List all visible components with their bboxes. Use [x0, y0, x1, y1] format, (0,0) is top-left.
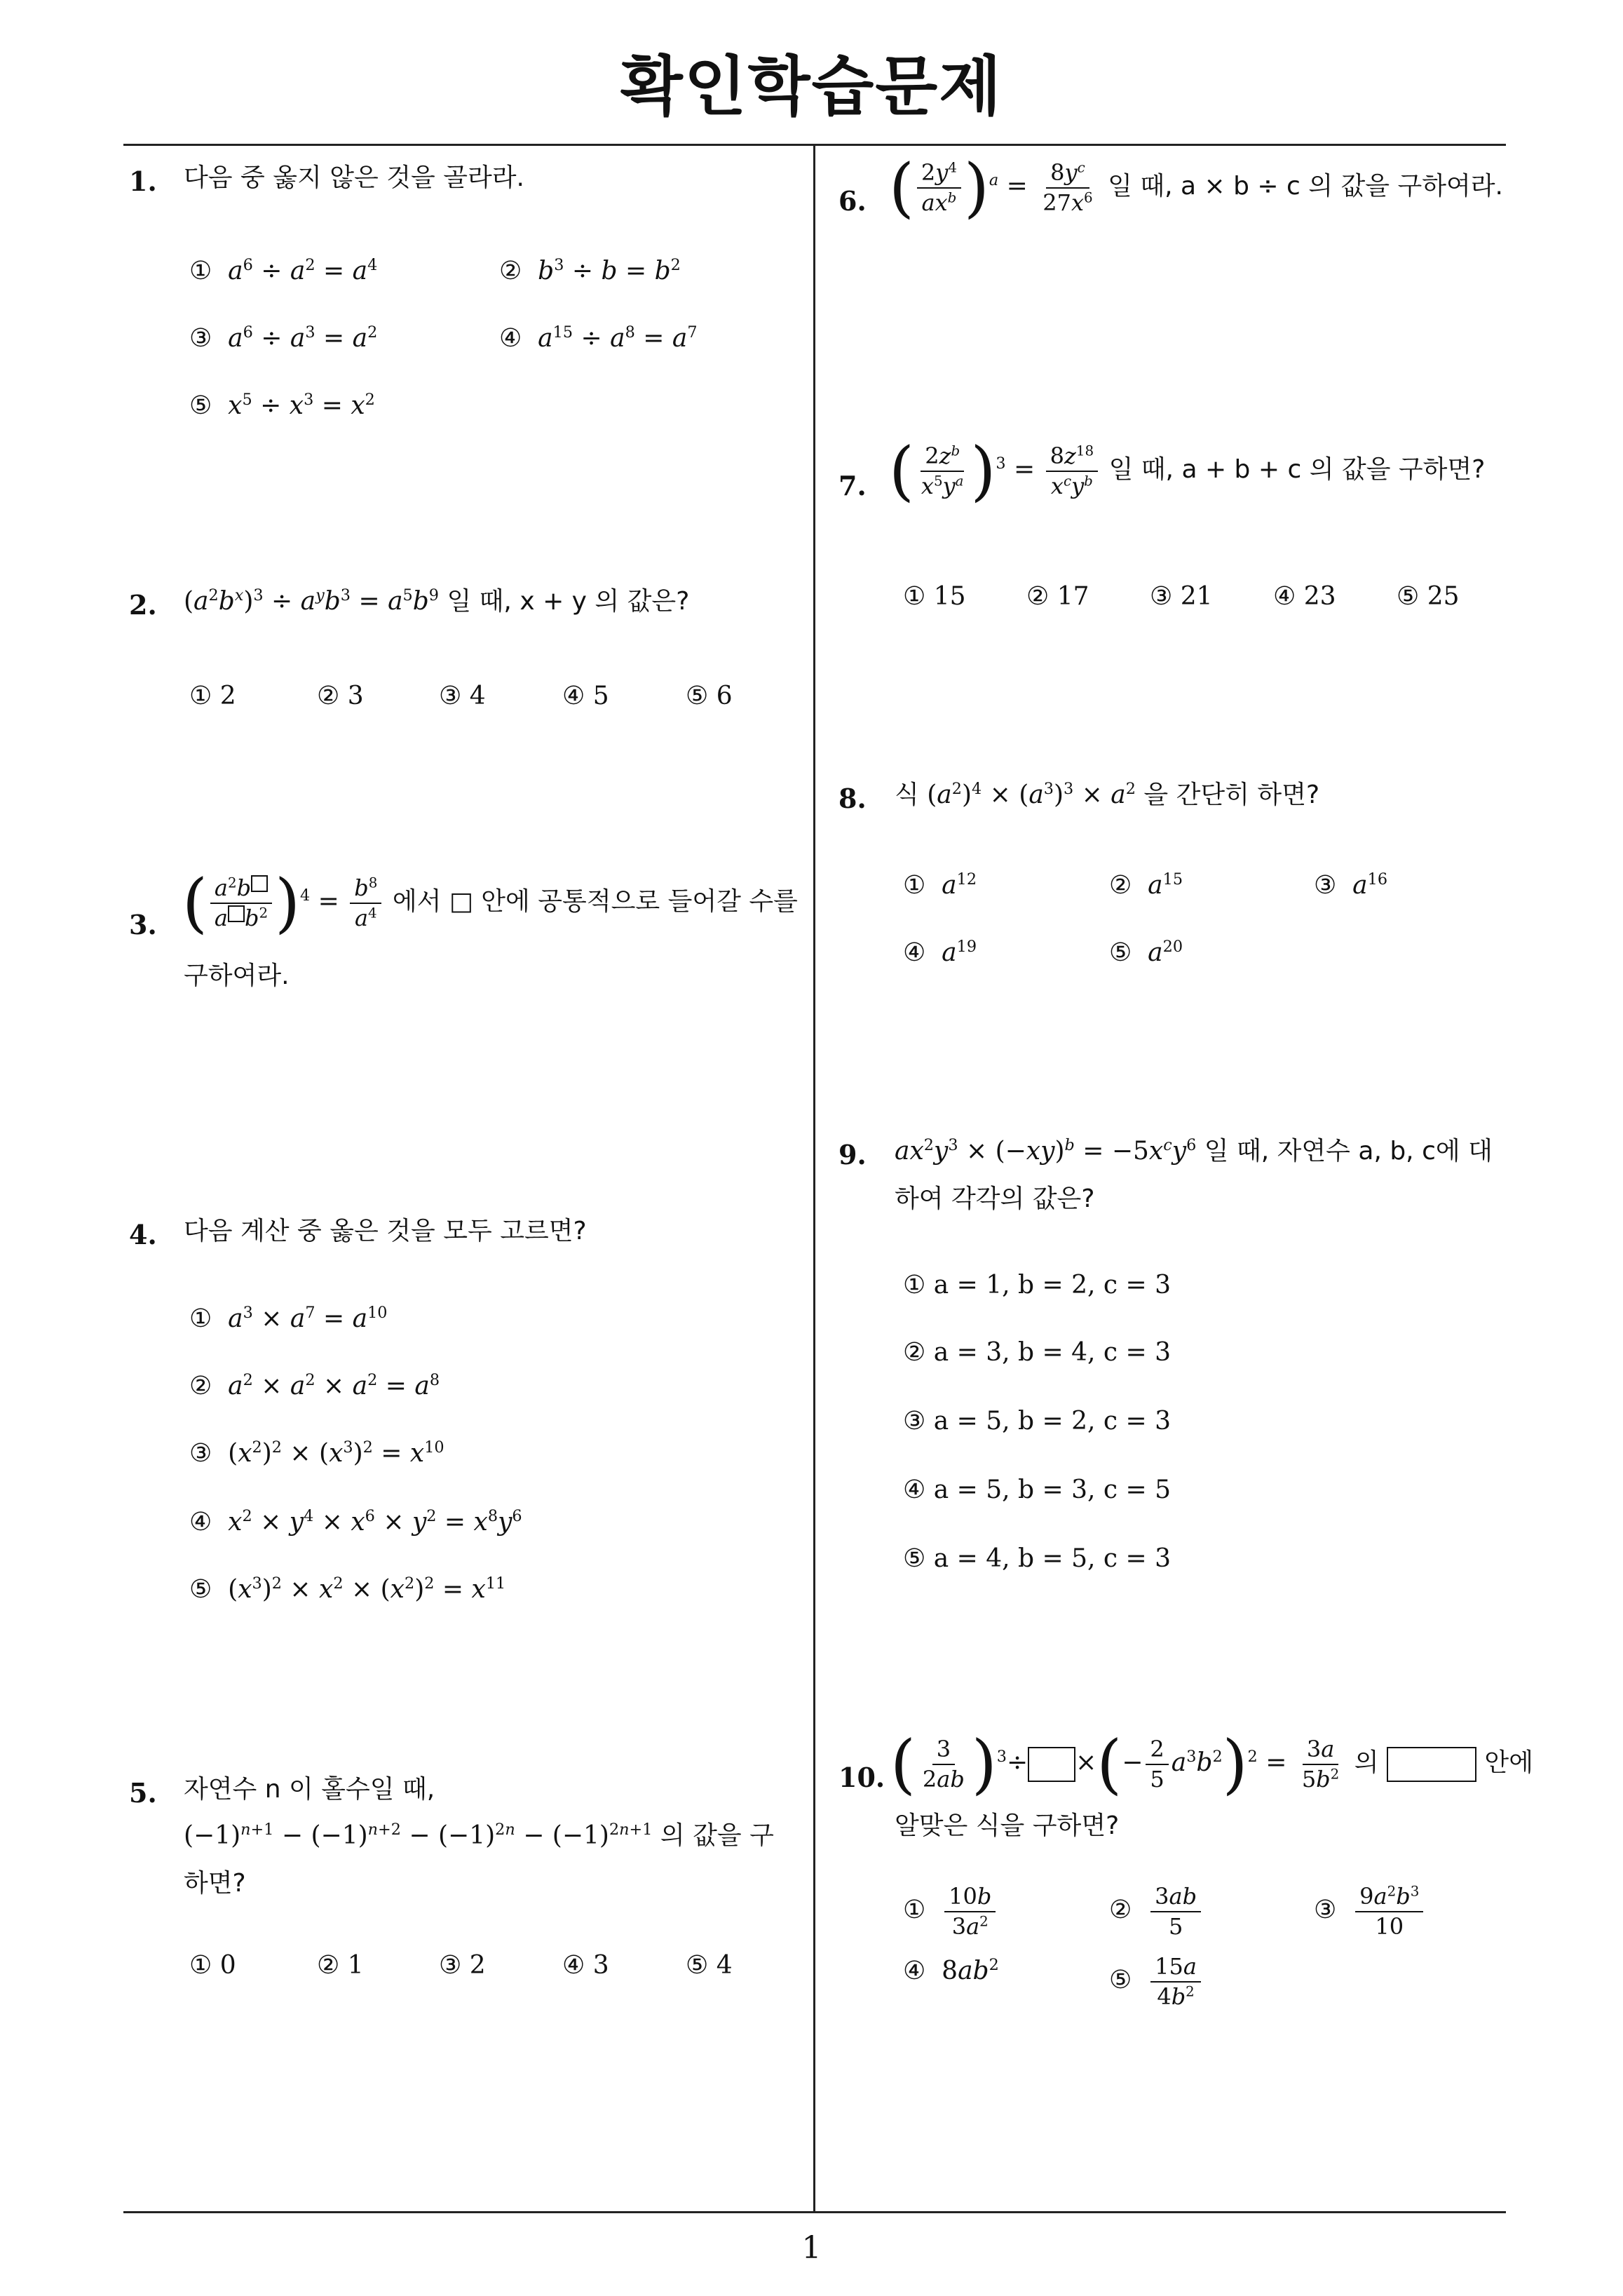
- option-3: ③ $(x^2)^2 \times (x^3)^2 = x^{10}$: [189, 1438, 444, 1468]
- option-1: ① $a^3 \times a^7 = a^{10}$: [189, 1304, 388, 1333]
- option-3: ③ $\frac{9a^2b^3}{10}$: [1314, 1884, 1426, 1940]
- question-7-formula: ( $\frac{2z^b}{x^5y^a}$ )$^3$ = $\frac{8z^{18}}{x^cy^b}$ 일 때, a + b + c 의 값을 구하면?: [889, 433, 1486, 508]
- choice-2: ② a = 3, b = 4, c = 3: [903, 1338, 1172, 1367]
- choice-1: ① 15: [903, 582, 966, 611]
- question-number: 5.: [129, 1777, 157, 1809]
- question-text: 다음 중 옳지 않은 것을 골라라.: [184, 163, 524, 192]
- option-2: ② $a^2 \times a^2 \times a^2 = a^8$: [189, 1371, 440, 1400]
- choice-3: ③ 2: [439, 1951, 486, 1980]
- question-formula: 식 $(a^2)^4 \times (a^3)^3 \times a^2$ 을 간단히 하면?: [895, 780, 1320, 809]
- choice-1: ① 2: [189, 682, 236, 710]
- option-1: ① $\frac{10b}{3a^2}$: [903, 1884, 998, 1940]
- option-3: ③ $a^6 \div a^3 = a^2$: [189, 323, 378, 353]
- question-number: 6.: [838, 185, 867, 217]
- question-text: 자연수 n 이 홀수일 때,: [184, 1775, 435, 1804]
- question-number: 4.: [129, 1219, 157, 1250]
- question-number: 3.: [129, 909, 157, 940]
- choice-5: ⑤ a = 4, b = 5, c = 3: [903, 1544, 1172, 1573]
- question-text: 구하여라.: [184, 961, 290, 990]
- option-1: ① $a^{12}$: [903, 870, 977, 900]
- question-text: 알맞은 식을 구하면?: [895, 1811, 1120, 1840]
- question-number: 7.: [838, 470, 867, 501]
- option-1: ① $a^6 \div a^2 = a^4$: [189, 256, 378, 285]
- question-number: 9.: [838, 1139, 867, 1170]
- question-text-cont: 하면?: [184, 1869, 246, 1898]
- option-4: ④ $a^{19}$: [903, 938, 977, 967]
- option-5: ⑤ $a^{20}$: [1109, 938, 1183, 967]
- question-text: 하여 각각의 값은?: [895, 1184, 1095, 1213]
- choice-4: ④ 23: [1273, 582, 1336, 611]
- option-4: ④ $8ab^2$: [903, 1956, 999, 1985]
- choice-3: ③ 21: [1150, 582, 1213, 611]
- option-4: ④ $x^2 \times y^4 \times x^6 \times y^2 = x^8y^6$: [189, 1507, 522, 1537]
- question-number: 1.: [129, 166, 157, 197]
- question-text: 다음 계산 중 옳은 것을 모두 고르면?: [184, 1217, 587, 1245]
- choice-1: ① a = 1, b = 2, c = 3: [903, 1271, 1172, 1299]
- choice-2: ② 3: [317, 682, 364, 710]
- choice-4: ④ a = 5, b = 3, c = 5: [903, 1475, 1172, 1504]
- choice-2: ② 17: [1026, 582, 1089, 611]
- choice-5: ⑤ 6: [686, 682, 733, 710]
- question-5-formula: $(-1)^{n+1} - (-1)^{n+2} - (-1)^{2n} - (-1)^{2n+1}$ 의 값을 구: [184, 1821, 774, 1850]
- choice-1: ① 0: [189, 1951, 236, 1980]
- question-number: 2.: [129, 589, 157, 621]
- choice-2: ② 1: [317, 1951, 364, 1980]
- question-formula: $ax^2y^3 \times (-xy)^b = -5x^cy^6$ 일 때, 자연수 a, b, c에 대: [895, 1136, 1493, 1166]
- question-3-formula: ( $\frac{a^2b}{a b^2}$ )$^4$ = $\frac{b^8}{a^4}$ 에서 □ 안에 공통적으로 들어갈 수를: [182, 865, 798, 940]
- question-number: 8.: [838, 783, 867, 814]
- page-title: 확인학습문제: [620, 49, 1003, 124]
- option-2: ② $\frac{3ab}{5}$: [1109, 1884, 1204, 1940]
- choice-5: ⑤ 25: [1397, 582, 1460, 611]
- choice-3: ③ a = 5, b = 2, c = 3: [903, 1407, 1172, 1436]
- choice-4: ④ 5: [562, 682, 609, 710]
- choice-4: ④ 3: [562, 1951, 609, 1980]
- option-4: ④ $a^{15} \div a^8 = a^7$: [499, 323, 698, 353]
- option-2: ② $a^{15}$: [1109, 870, 1183, 900]
- choice-3: ③ 4: [439, 682, 486, 710]
- choice-5: ⑤ 4: [686, 1951, 733, 1980]
- option-3: ③ $a^{16}$: [1314, 870, 1388, 900]
- bottom-divider: [123, 2211, 1506, 2213]
- column-divider: [813, 144, 815, 2213]
- option-5: ⑤ $\frac{15a}{4b^2}$: [1109, 1954, 1204, 2010]
- option-2: ② $b^3 \div b = b^2$: [499, 256, 681, 285]
- option-5: ⑤ $x^5 \div x^3 = x^2$: [189, 391, 375, 420]
- page-number: 1: [801, 2230, 822, 2266]
- question-number: 10.: [838, 1762, 885, 1793]
- question-6-formula: ( $\frac{2y^4}{ax^b}$ )$^a$ = $\frac{8y^c}{27x^6}$ 일 때, a × b ÷ c 의 값을 구하여라.: [889, 150, 1503, 225]
- option-5: ⑤ $(x^3)^2 \times x^2 \times (x^2)^2 = x^{11}$: [189, 1574, 506, 1604]
- question-formula: $(a^2b^x)^3 \div a^yb^3 = a^5b^9$ 일 때, x + y 의 값은?: [184, 586, 690, 616]
- question-10-formula: ( $\frac{3}{2ab}$ )$^3$÷ ×(− $\frac{2}{5}$ $a^3b^2)^2$ = $\frac{3a}{5b^2}$ 의 안에: [890, 1727, 1533, 1802]
